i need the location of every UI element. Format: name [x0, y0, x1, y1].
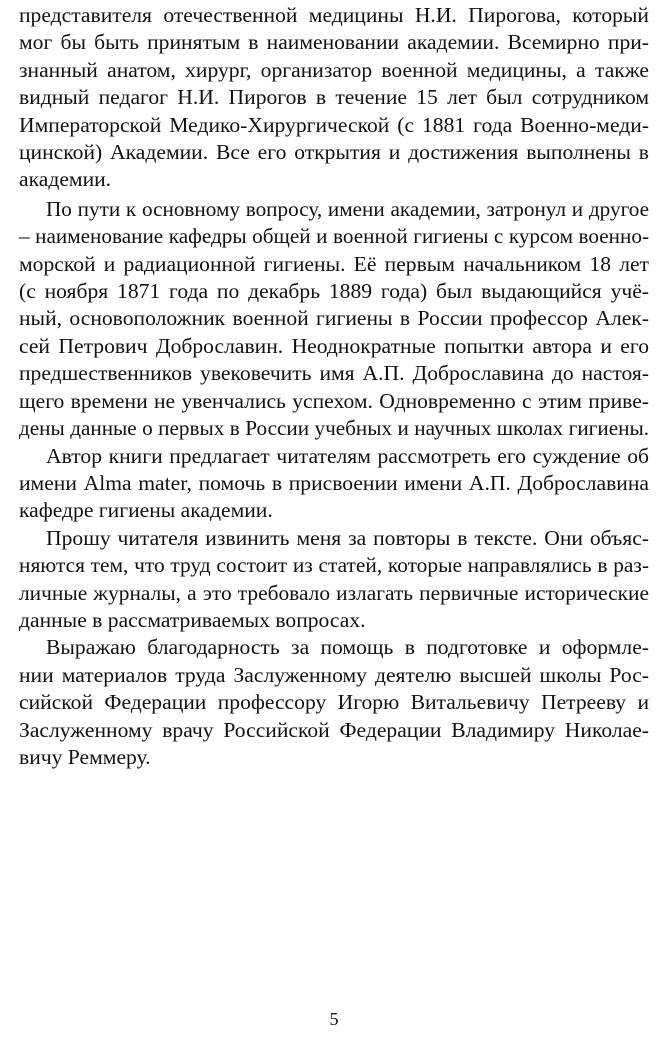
text-line: знанный анатом, хирург, организатор военной медицины, а также: [19, 57, 649, 82]
text-line: представителя отечественной медицины Н.И. Пирогова, который: [19, 3, 649, 27]
text-line: личные журналы, а это требовало излагать первичные исторические: [19, 580, 649, 605]
paragraph-dobroslavin: [19, 196, 649, 443]
text-line: Императорской Медико-Хирургической (с 1881 года Военно-меди-: [19, 112, 649, 137]
text-line: Прошу читателя извинить меня за повторы в тексте. Они объяс-: [46, 525, 649, 550]
text-line: щего времени не увенчались успехом. Одновременно с этим приве-: [19, 388, 649, 413]
text-line: морской и радиационной гигиены. Её первым начальником 18 лет: [19, 251, 649, 276]
text-line: мог бы быть принятым в наименовании академии. Всемирно при-: [19, 30, 649, 55]
text-line: – наименование кафедры общей и военной гигиены с курсом военно-: [19, 224, 649, 249]
text-line: дены данные о первых в России учебных и научных школах гигиены.: [19, 416, 649, 441]
text-line: кафедре гигиены академии.: [19, 498, 273, 523]
text-line: данные в рассматриваемых вопросах.: [19, 607, 366, 632]
text-line: предшественников увековечить имя А.П. Доброславина до настоя-: [19, 361, 649, 386]
text-line: нии материалов труда Заслуженному деятелю высшей школы Рос-: [19, 662, 649, 687]
text-line: По пути к основному вопросу, имени академии, затронул и другое: [46, 196, 649, 221]
text-line: Заслуженному врачу Российской Федерации Владимиру Николае-: [19, 717, 649, 742]
text-line: сийской Федерации профессору Игорю Витальевичу Петрееву и: [19, 690, 649, 715]
text-line: имени Alma mater, помочь в присвоении имени А.П. Доброславина: [19, 470, 649, 495]
text-line: (с ноября 1871 года по декабрь 1889 года) был выдающийся учё-: [19, 279, 649, 304]
text-line: вичу Реммеру.: [19, 744, 151, 769]
text-line: Автор книги предлагает читателям рассмотреть его суждение об: [46, 443, 649, 468]
paragraph-acknowledgements: [19, 634, 649, 771]
text-line: няются тем, что труд состоит из статей, которые направлялись в раз-: [19, 553, 649, 578]
paragraph-pirogov: [19, 2, 649, 194]
text-line: сей Петрович Доброславин. Неоднократные попытки автора и его: [19, 333, 649, 358]
text-line: академии.: [19, 167, 112, 192]
paragraph-alma-mater: [19, 443, 649, 525]
text-line: ный, основоположник военной гигиены в России профессор Алек-: [19, 306, 649, 331]
text-line: Выражаю благодарность за помощь в подготовке и оформле-: [46, 635, 649, 660]
page-body: [19, 2, 649, 771]
page-number: 5: [329, 1009, 339, 1029]
text-line: цинской) Академии. Все его открытия и достижения выполнены в: [19, 140, 649, 165]
paragraph-apology: [19, 525, 649, 635]
text-line: видный педагог Н.И. Пирогов в течение 15 лет был сотрудником: [19, 85, 649, 110]
